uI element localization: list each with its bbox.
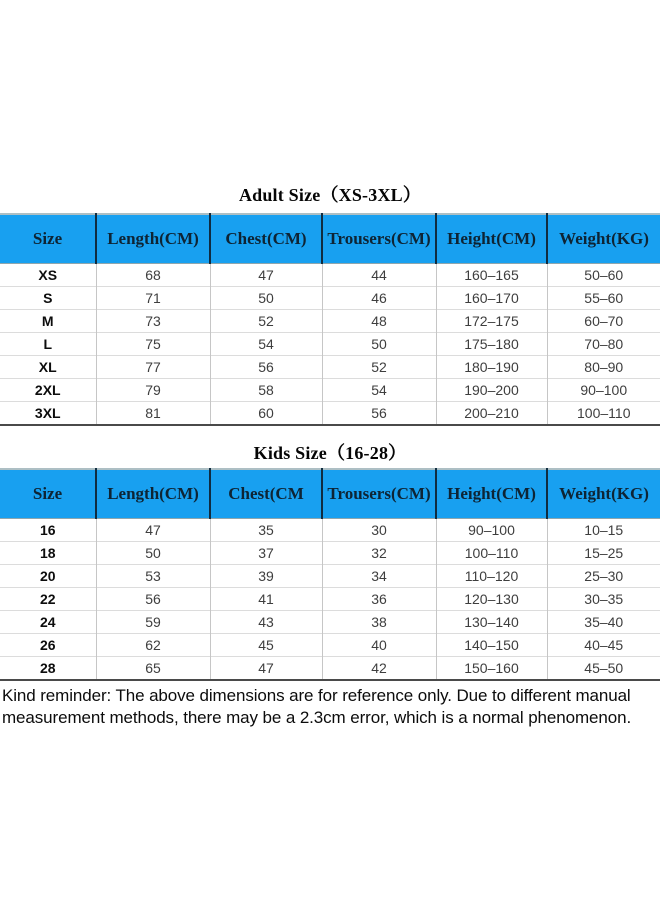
- table-cell: 90–100: [547, 379, 660, 402]
- table-cell: 42: [322, 657, 436, 681]
- table-cell: 50: [96, 542, 210, 565]
- reminder-line-2: measurement methods, there may be a 2.3cm error, which is a normal phenomenon.: [2, 708, 632, 727]
- table-cell: 46: [322, 287, 436, 310]
- table-cell: 48: [322, 310, 436, 333]
- header-row: [0, 469, 660, 519]
- table-cell: 180–190: [436, 356, 547, 379]
- column-header: Trousers(CM): [322, 214, 436, 264]
- table-cell: 25–30: [547, 565, 660, 588]
- column-header: Size: [0, 214, 96, 264]
- table-cell: 70–80: [547, 333, 660, 356]
- table-cell: 81: [96, 402, 210, 426]
- table-cell: 56: [322, 402, 436, 426]
- table-row: [0, 264, 660, 287]
- table-cell: 34: [322, 565, 436, 588]
- table-cell: 68: [96, 264, 210, 287]
- table-cell: 62: [96, 634, 210, 657]
- column-header: Weight(KG): [547, 214, 660, 264]
- table-cell: 30–35: [547, 588, 660, 611]
- table-cell: 79: [96, 379, 210, 402]
- adult-table-body: [0, 264, 660, 426]
- table-cell: 110–120: [436, 565, 547, 588]
- size-label-cell: 26: [0, 634, 96, 657]
- size-label-cell: L: [0, 333, 96, 356]
- table-cell: 44: [322, 264, 436, 287]
- table-cell: 60: [210, 402, 322, 426]
- table-cell: 38: [322, 611, 436, 634]
- table-row: [0, 402, 660, 426]
- table-cell: 37: [210, 542, 322, 565]
- table-cell: 10–15: [547, 519, 660, 542]
- table-cell: 47: [210, 264, 322, 287]
- table-row: [0, 657, 660, 681]
- kids-table-body: [0, 519, 660, 681]
- table-cell: 120–130: [436, 588, 547, 611]
- table-cell: 71: [96, 287, 210, 310]
- table-cell: 172–175: [436, 310, 547, 333]
- size-label-cell: 28: [0, 657, 96, 681]
- table-cell: 35: [210, 519, 322, 542]
- table-cell: 52: [210, 310, 322, 333]
- table-cell: 200–210: [436, 402, 547, 426]
- size-label-cell: M: [0, 310, 96, 333]
- table-cell: 65: [96, 657, 210, 681]
- table-row: [0, 356, 660, 379]
- size-label-cell: 3XL: [0, 402, 96, 426]
- table-cell: 73: [96, 310, 210, 333]
- table-cell: 55–60: [547, 287, 660, 310]
- size-label-cell: XL: [0, 356, 96, 379]
- table-cell: 32: [322, 542, 436, 565]
- table-cell: 47: [96, 519, 210, 542]
- table-cell: 58: [210, 379, 322, 402]
- table-cell: 175–180: [436, 333, 547, 356]
- table-cell: 160–165: [436, 264, 547, 287]
- table-row: [0, 519, 660, 542]
- table-row: [0, 542, 660, 565]
- column-header: Trousers(CM): [322, 469, 436, 519]
- table-cell: 50: [322, 333, 436, 356]
- table-cell: 39: [210, 565, 322, 588]
- table-cell: 41: [210, 588, 322, 611]
- reminder-text: [2, 685, 658, 729]
- kids-table-header: [0, 469, 660, 519]
- table-cell: 190–200: [436, 379, 547, 402]
- table-cell: 160–170: [436, 287, 547, 310]
- table-row: [0, 310, 660, 333]
- table-cell: 45–50: [547, 657, 660, 681]
- column-header: Height(CM): [436, 214, 547, 264]
- table-row: [0, 565, 660, 588]
- table-row: [0, 287, 660, 310]
- table-row: [0, 611, 660, 634]
- table-cell: 54: [210, 333, 322, 356]
- column-header: Weight(KG): [547, 469, 660, 519]
- table-cell: 50–60: [547, 264, 660, 287]
- size-label-cell: 16: [39, 522, 56, 538]
- size-label-cell: S: [0, 287, 96, 310]
- column-header: Chest(CM: [210, 469, 322, 519]
- table-cell: 50: [210, 287, 322, 310]
- table-cell: 43: [210, 611, 322, 634]
- table-cell: 90–100: [436, 519, 547, 542]
- table-cell: 40: [322, 634, 436, 657]
- table-cell: 45: [210, 634, 322, 657]
- table-cell: 40–45: [547, 634, 660, 657]
- table-cell: 36: [322, 588, 436, 611]
- table-cell: 150–160: [436, 657, 547, 681]
- table-row: [0, 588, 660, 611]
- table-cell: 77: [96, 356, 210, 379]
- column-header: Length(CM): [96, 469, 210, 519]
- adult-size-table: [0, 213, 660, 426]
- column-header: Length(CM): [96, 214, 210, 264]
- reminder-line-1: Kind reminder: The above dimensions are for reference only. Due to different manual: [2, 686, 631, 705]
- table-cell: 140–150: [436, 634, 547, 657]
- table-cell: 54: [322, 379, 436, 402]
- column-header: Size: [0, 469, 96, 519]
- column-header: Chest(CM): [210, 214, 322, 264]
- adult-table-header: [0, 214, 660, 264]
- table-cell: 100–110: [547, 402, 660, 426]
- table-cell: 56: [96, 588, 210, 611]
- table-cell: 30: [322, 519, 436, 542]
- adult-size-title: Adult Size（XS-3XL）: [238, 185, 422, 205]
- kids-size-title: Kids Size（16-28）: [253, 443, 407, 463]
- header-row: [0, 214, 660, 264]
- table-cell: 52: [322, 356, 436, 379]
- table-cell: 130–140: [436, 611, 547, 634]
- table-cell: 56: [210, 356, 322, 379]
- size-label-cell: 20: [0, 565, 96, 588]
- column-header: Height(CM): [436, 469, 547, 519]
- size-label-cell: 18: [0, 542, 96, 565]
- table-row: [0, 634, 660, 657]
- table-cell: 80–90: [547, 356, 660, 379]
- table-cell: 60–70: [547, 310, 660, 333]
- table-row: [0, 379, 660, 402]
- size-label-cell: 22: [0, 588, 96, 611]
- table-cell: 15–25: [547, 542, 660, 565]
- size-label-cell: XS: [38, 267, 58, 283]
- table-cell: 75: [96, 333, 210, 356]
- table-cell: 100–110: [436, 542, 547, 565]
- table-cell: 47: [210, 657, 322, 681]
- table-row: [0, 333, 660, 356]
- size-label-cell: 24: [0, 611, 96, 634]
- table-cell: 35–40: [547, 611, 660, 634]
- size-label-cell: 2XL: [0, 379, 96, 402]
- kids-size-table: [0, 468, 660, 681]
- table-cell: 59: [96, 611, 210, 634]
- table-cell: 53: [96, 565, 210, 588]
